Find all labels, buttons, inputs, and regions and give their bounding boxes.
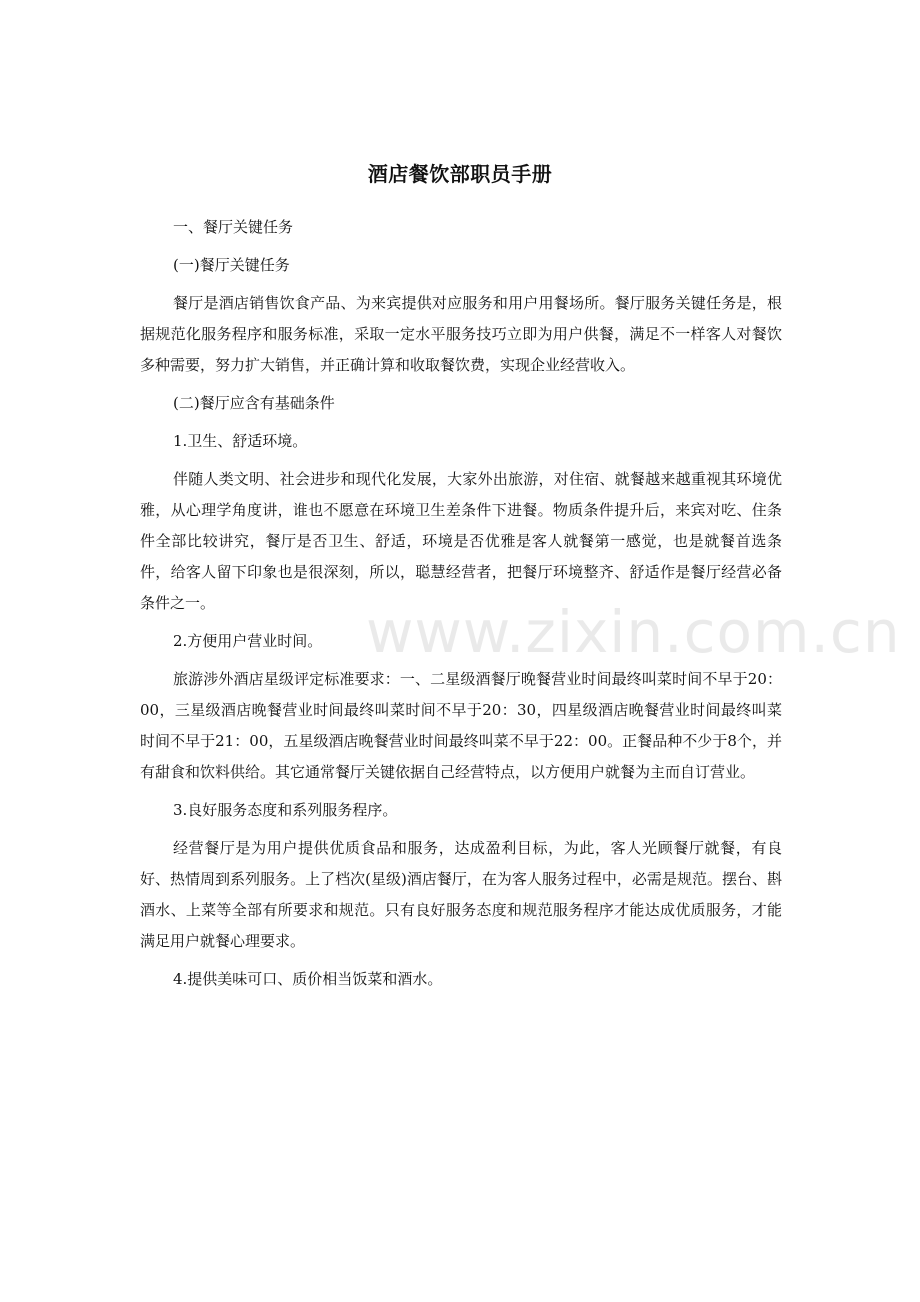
item-heading: 3.良好服务态度和系列服务程序。 — [173, 801, 398, 819]
item-heading: 2.方便用户营业时间。 — [173, 632, 323, 650]
subsection-heading: (一)餐厅关键任务 — [173, 256, 290, 274]
section-heading: 一、餐厅关键任务 — [173, 218, 294, 236]
body-paragraph: 伴随人类文明、社会进步和现代化发展，大家外出旅游，对住宿、就餐越来越重视其环境优雅，从心理学角度讲，谁也不愿意在环境卫生差条件下进餐。物质条件提升后，来宾对吃、住条件全部比较讲究，餐厅是否卫生、舒适，环境是否优雅是客人就餐第一感觉，也是就餐首选条件，给客人留下印象也是很深刻，所以，聪慧经营者，把餐厅环境整齐、舒适作是餐厅经营必备条件之一。 — [140, 470, 782, 612]
item-heading: 4.提供美味可口、质价相当饭菜和酒水。 — [173, 970, 443, 988]
item-heading: 1.卫生、舒适环境。 — [173, 432, 308, 450]
body-paragraph: 餐厅是酒店销售饮食产品、为来宾提供对应服务和用户用餐场所。餐厅服务关键任务是，根据规范化服务程序和服务标准，采取一定水平服务技巧立即为用户供餐，满足不一样客人对餐饮多种需要，努力扩大销售，并正确计算和收取餐饮费，实现企业经营收入。 — [140, 294, 782, 374]
subsection-heading: (二)餐厅应含有基础条件 — [173, 394, 335, 412]
watermark: www.zixin.com.cn — [366, 598, 901, 666]
body-paragraph: 旅游涉外酒店星级评定标准要求：一、二星级酒餐厅晚餐营业时间最终叫菜时间不早于20：00，三星级酒店晚餐营业时间最终叫菜时间不早于20：30，四星级酒店晚餐营业时间最终叫菜时间不早于21：00，五星级酒店晚餐营业时间最终叫菜不早于22：00。正餐品种不少于8个，并有甜食和饮料供给。其它通常餐厅关键依据自己经营特点，以方便用户就餐为主而自订营业。 — [140, 670, 782, 781]
body-paragraph: 经营餐厅是为用户提供优质食品和服务，达成盈利目标，为此，客人光顾餐厅就餐，有良好、热情周到系列服务。上了档次(星级)酒店餐厅，在为客人服务过程中，必需是规范。摆台、斟酒水、上菜等全部有所要求和规范。只有良好服务态度和规范服务程序才能达成优质服务，才能满足用户就餐心理要求。 — [140, 839, 782, 950]
page-title: 酒店餐饮部职员手册 — [367, 162, 553, 186]
document-body — [140, 212, 782, 1002]
